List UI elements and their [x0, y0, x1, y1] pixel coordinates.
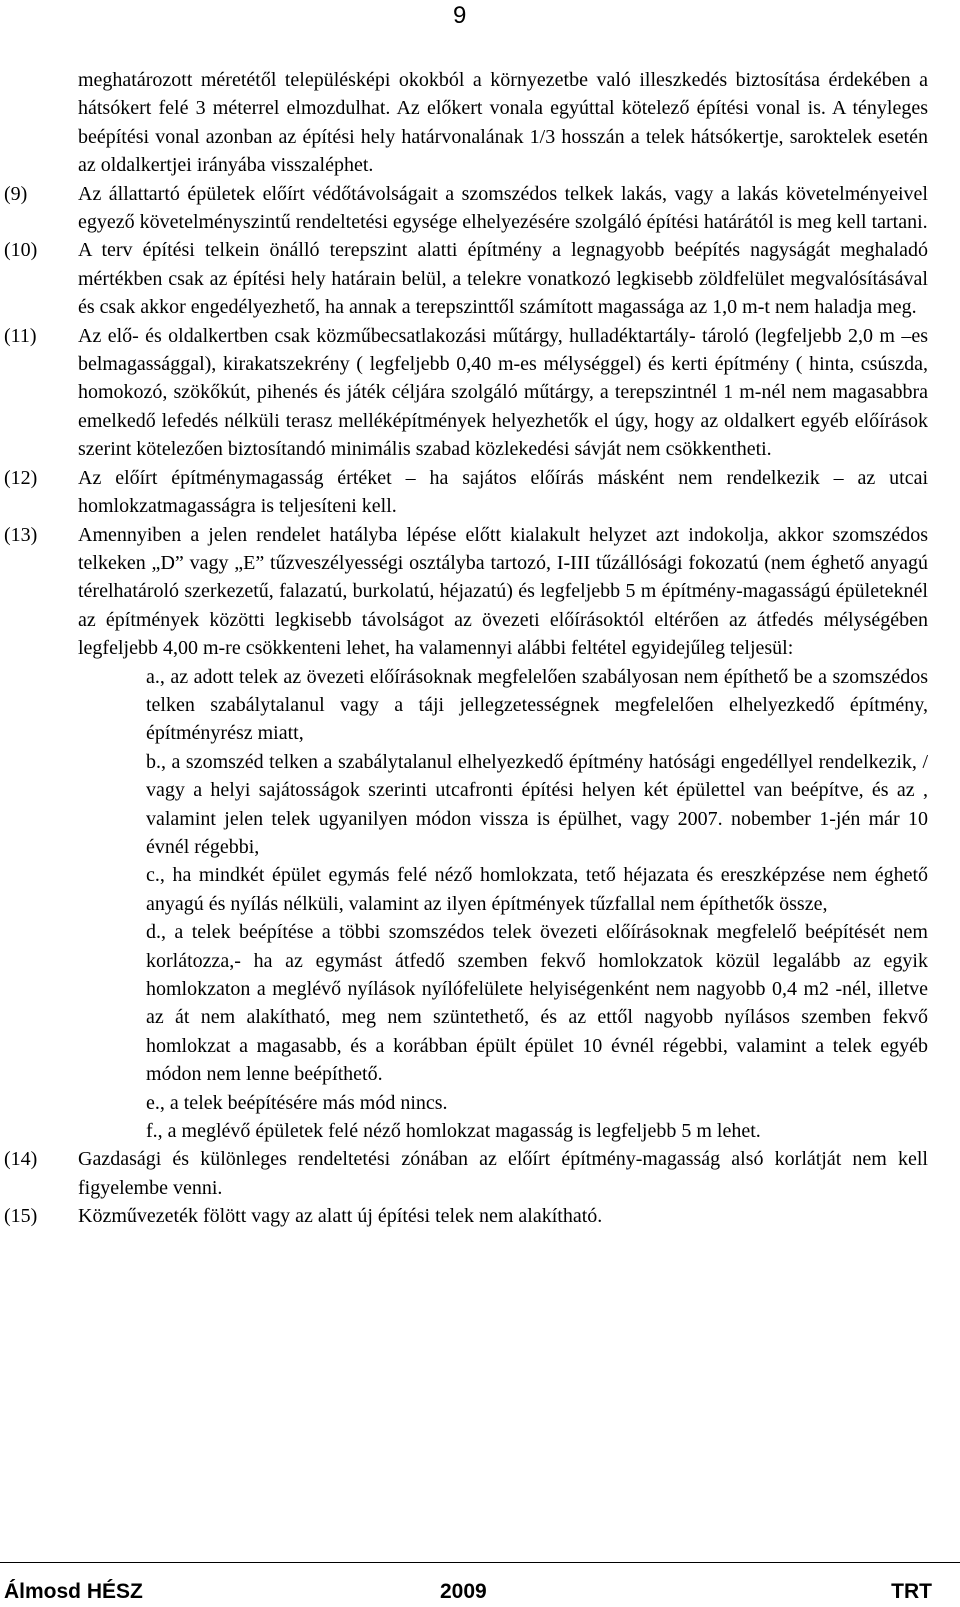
- page-footer: [0, 1562, 960, 1607]
- condition-item-d: d., a telek beépítése a többi szomszédos telek övezeti előírásoknak megfelelő beépítését nem korlátozza,- ha az egymást átfedő szemben fekvő homlokzatok közül legalább az egyik homlokzaton a meglévő nyílások nyílófelülete helyiségenként nem nagyobb 0,4 m2 -nél, illetve az át nem alakítható, meg nem szüntethető, és az ettől nagyobb nyílásos szemben fekvő homlokzat a magasabb, és a korábban épült épület 10 évnél régebbi, valamint a telek egyéb módon nem lenne beépíthető.: [146, 921, 928, 1086]
- paragraph-number: (14): [4, 1148, 38, 1171]
- document-body: [0, 66, 928, 1231]
- footer-year: 2009: [440, 1580, 487, 1603]
- paragraph-text: meghatározott méretétől településképi okokból a környezetbe való illeszkedés biztosítása érdekében a hátsókert felé 3 méterrel elmozdulhat. Az előkert vonala egyúttal kötelező építési vonal is. A tényleges beépítési vonal azonban az építési hely határvonalának 1/3 hosszán a telek hátsókertje, saroktelek esetén az oldalkertjei irányába visszaléphet.: [78, 69, 928, 177]
- paragraph-11: [0, 322, 928, 464]
- condition-item-c: c., ha mindkét épület egymás felé néző homlokzata, tető héjazata és ereszképzése nem éghető anyagú és nyílás nélküli, valamint az ilyen építmények tűzfallal nem építhetők össze,: [146, 864, 928, 915]
- paragraph-number: (10): [4, 239, 38, 262]
- paragraph-14: [0, 1145, 928, 1202]
- condition-item-e: e., a telek beépítésére más mód nincs.: [146, 1091, 448, 1114]
- paragraph-text: Az előírt építménymagasság értéket – ha sajátos előírás másként nem rendelkezik – az utcai homlokzatmagasságra is teljesíteni kell.: [78, 466, 928, 518]
- paragraph-12: [0, 464, 928, 521]
- paragraph-15: [0, 1202, 928, 1230]
- paragraph-number: (15): [4, 1205, 38, 1228]
- condition-item-f: f., a meglévő épületek felé néző homlokzat magasság is legfeljebb 5 m lehet.: [146, 1120, 761, 1143]
- footer-divider: [0, 1562, 960, 1563]
- intro-paragraph: [0, 66, 928, 180]
- footer-author: Álmosd HÉSZ: [4, 1580, 143, 1603]
- paragraph-body: [78, 521, 928, 1146]
- paragraph-text: A terv építési telkein önálló terepszint alatti építmény a legnagyobb beépítés nagyságát meghaladó mértékben csak az építési hely határain belül, a telekre vonatkozó legkisebb zöldfelület megvalósításával és csak akkor engedélyezhető, ha annak a terepszinttől számított magassága az 1,0 m-t nem haladja meg.: [78, 239, 928, 319]
- paragraph-number: (12): [4, 466, 38, 489]
- condition-list: [78, 663, 928, 1146]
- condition-item-b: b., a szomszéd telken a szabálytalanul elhelyezkedő építmény hatósági engedéllyel rendelkezik, / vagy a helyi sajátosságok szerinti utcafronti építési helyen két épülettel van beépítve, és az , valamint jelen telek ugyanilyen módon vissza is épülhet, vagy 2007. nobember 1-jén már 10 évnél régebbi,: [146, 750, 928, 858]
- condition-item-a: a., az adott telek az övezeti előírásoknak megfelelően szabályosan nem építhető be a szomszédos telken szabálytalanul vagy a táji jellegzetességnek megfelelően elhelyezkedő építmény, építményrész miatt,: [146, 665, 928, 745]
- paragraph-number: (13): [4, 523, 38, 546]
- paragraph-text: Közművezeték fölött vagy az alatt új építési telek nem alakítható.: [78, 1205, 603, 1228]
- paragraph-text: Amennyiben a jelen rendelet hatályba lépése előtt kialakult helyzet azt indokolja, akkor szomszédos telkeken „D” vagy „E” tűzveszélyességi osztályba tartozó, I-III tűzállósági fokozatú (nem éghető anyagú térelhatároló szerkezetű, falazatú, burkolatú, héjazatú) és legfeljebb 5 m építmény-magasságú épületeknél az építmények közötti legkisebb távolságot az övezeti előírásoktól eltérően az átfedés mélységében legfeljebb 4,00 m-re csökkenteni lehet, ha valamennyi alábbi feltétel egyidejűleg teljesül:: [78, 523, 928, 660]
- paragraph-number: (9): [4, 182, 28, 205]
- paragraph-10: [0, 236, 928, 321]
- paragraph-13: [0, 521, 928, 1146]
- paragraph-number: (11): [4, 324, 37, 347]
- page-number: 9: [453, 2, 467, 29]
- footer-code: TRT: [891, 1580, 932, 1603]
- paragraph-9: [0, 180, 928, 237]
- paragraph-text: Az elő- és oldalkertben csak közműbecsatlakozási műtárgy, hulladéktartály- tároló (legfeljebb 2,0 m –es belmagassággal), kirakatszekrény ( legfeljebb 0,40 m-es mélységgel) és kerti építmény ( hinta, csúszda, homokozó, szökőkút, pihenés és játék céljára szolgáló műtárgy, a terepszintnél 1 m-nél nem magasabbra emelkedő lefedés nélküli terasz melléképítmények helyezhetők el úgy, hogy az oldalkert egyéb előírások szerint kötelezően biztosítandó minimális szabad közlekedési sávját nem csökkentheti.: [78, 324, 928, 461]
- paragraph-text: Gazdasági és különleges rendeltetési zónában az előírt építmény-magasság alsó korlátját nem kell figyelembe venni.: [78, 1148, 928, 1199]
- paragraph-text: Az állattartó épületek előírt védőtávolságait a szomszédos telkek lakás, vagy a lakás követelményeivel egyező követelményszintű rendeltetési egysége elhelyezésére szolgáló építési határától is meg kell tartani.: [78, 182, 928, 234]
